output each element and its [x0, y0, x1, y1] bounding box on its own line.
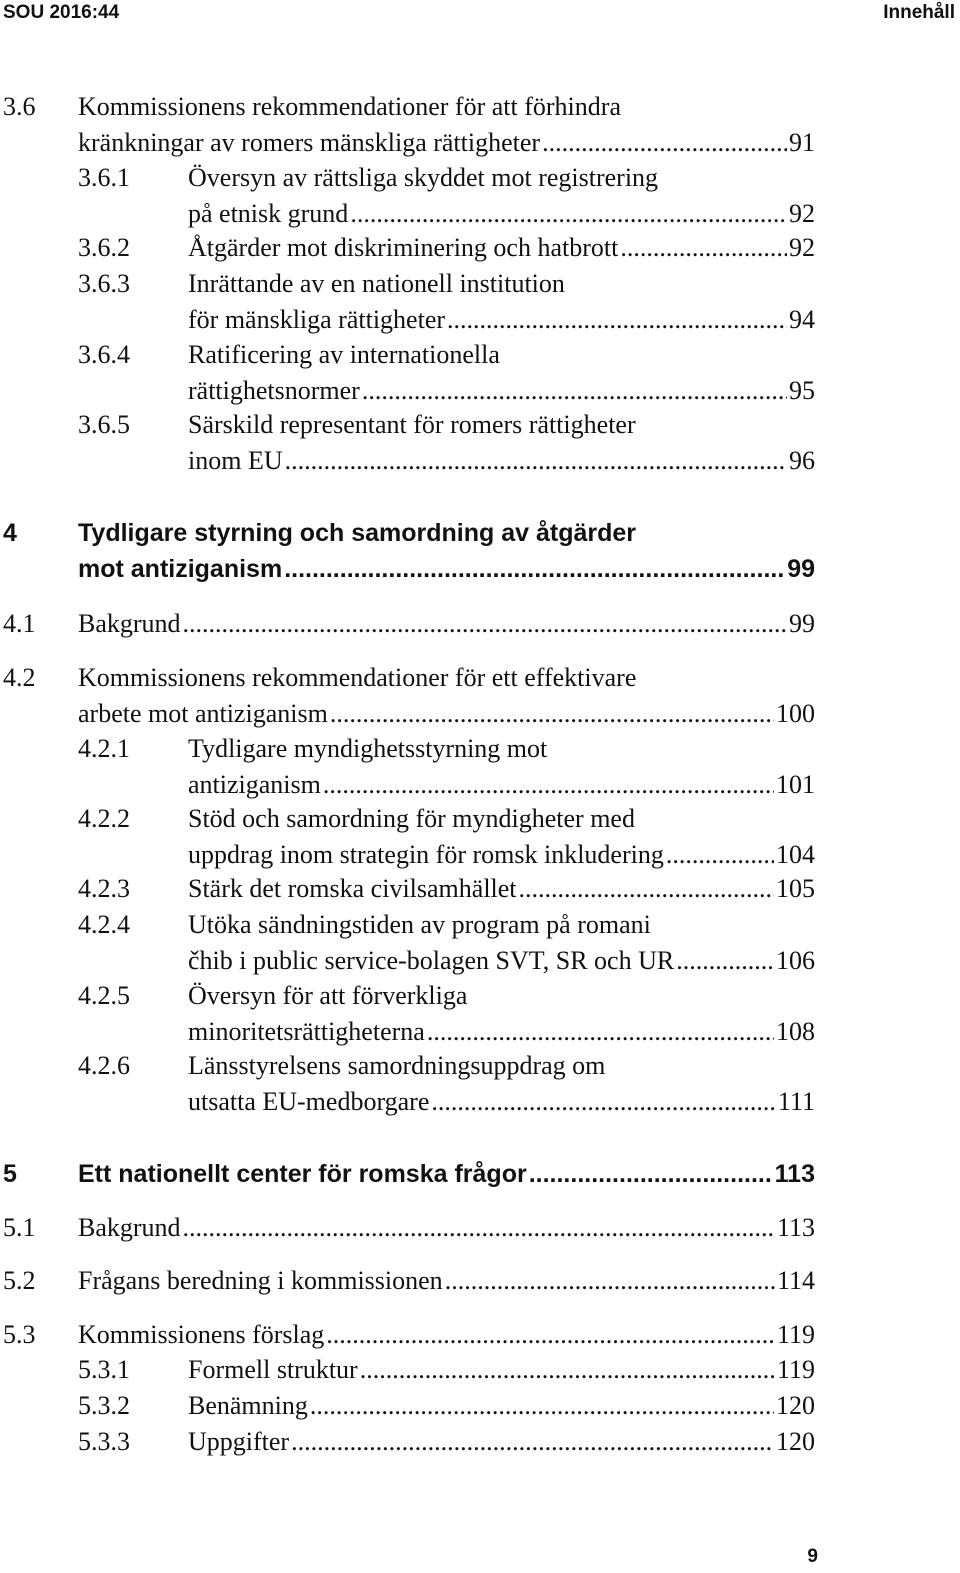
toc-entry-title [188, 731, 815, 802]
toc-entry-page: 100 [776, 698, 815, 728]
toc-entry-page: 92 [789, 233, 815, 262]
toc-entry-title [188, 337, 815, 408]
toc-entry-title-line: Ett nationellt center för romska frågor [78, 1160, 527, 1188]
toc-entry-title-line: Benämning [188, 1391, 308, 1420]
page-number: 9 [807, 1546, 818, 1567]
toc-entry-number: 5.3.1 [78, 1355, 130, 1384]
toc-entry-title [188, 1048, 815, 1119]
toc-entry-title [78, 660, 815, 731]
toc-entry-number: 3.6.5 [78, 410, 130, 439]
dot-leader [618, 230, 787, 266]
toc-entry-page: 99 [787, 555, 815, 583]
toc-entry-number: 3.6 [3, 92, 36, 121]
toc-entry-number: 3.6.4 [78, 340, 130, 369]
toc-entry-page: 120 [776, 1391, 815, 1420]
dot-leader [321, 767, 774, 803]
toc-entry-title-line: minoritetsrättigheterna [188, 1016, 425, 1046]
dot-leader [181, 606, 787, 642]
toc-entry-title [188, 1352, 815, 1388]
toc-entry-title-line: Stöd och samordning för myndigheter med [188, 804, 635, 833]
dot-leader [429, 1084, 776, 1120]
toc-entry-page: 94 [789, 304, 815, 334]
toc-entry-title-line: arbete mot antiziganism [78, 698, 328, 728]
toc-entry-title-line: Tydligare styrning och samordning av åtgärder [78, 519, 636, 547]
toc-entry-page: 120 [776, 1427, 815, 1456]
toc-entry-title-line: Kommissionens förslag [78, 1320, 325, 1349]
toc-entry-page: 108 [776, 1016, 815, 1046]
toc-entry-number: 3.6.1 [78, 163, 130, 192]
toc-entry-page: 119 [776, 1355, 815, 1384]
toc-entry-number: 4.2 [3, 663, 36, 692]
dot-leader [328, 696, 774, 732]
toc-entry-title-line: Uppgifter [188, 1427, 290, 1456]
toc-entry-page: 106 [776, 945, 815, 975]
toc-entry-page: 111 [777, 1086, 815, 1116]
dot-leader [664, 837, 774, 873]
toc-entry-page: 105 [776, 874, 815, 903]
toc-entry-number: 5.1 [3, 1213, 36, 1242]
toc-entry-title-line: Åtgärder mot diskriminering och hatbrott [188, 233, 619, 262]
toc-entry-title-line: Särskild representant för romers rättigheter [188, 410, 636, 439]
toc-entry-number: 4.2.4 [78, 910, 130, 939]
toc-entry-title-line: Kommissionens rekommendationer för att förhindra [78, 92, 621, 121]
toc-entry-title [188, 978, 815, 1049]
toc-entry-title-line: Ratificering av internationella [188, 340, 500, 369]
dot-leader [517, 871, 774, 907]
toc-entry-page: 119 [776, 1320, 815, 1349]
toc-entry-title-line: Utöka sändningstiden av program på romani [188, 910, 651, 939]
toc-entry-title-line: på etnisk grund [188, 198, 349, 228]
toc-entry-page: 113 [776, 1213, 815, 1242]
toc-entry-title-line: Länsstyrelsens samordningsuppdrag om [188, 1051, 606, 1080]
dot-leader [283, 443, 787, 479]
toc-entry-title-line: inom EU [188, 445, 283, 475]
toc-entry-number: 4.2.2 [78, 804, 130, 833]
toc-entry-title-line: Bakgrund [78, 1213, 181, 1242]
running-header-left: SOU 2016:44 [3, 2, 120, 23]
toc-entry-title [188, 230, 815, 266]
toc-entry-title [78, 1210, 815, 1246]
toc-entry-title [188, 907, 815, 978]
toc-entry-page: 96 [789, 445, 815, 475]
toc-entry-title [78, 606, 815, 642]
toc-entry-number: 4.2.3 [78, 874, 130, 903]
toc-entry-page: 92 [789, 198, 815, 228]
toc-entry-title-line: för mänskliga rättigheter [188, 304, 446, 334]
toc-entry-number: 5 [3, 1160, 17, 1188]
toc-entry-title [188, 1388, 815, 1424]
toc-entry-title-line: Kommissionens rekommendationer för ett effektivare [78, 663, 637, 692]
dot-leader [358, 1352, 775, 1388]
toc-entry-number: 3.6.3 [78, 269, 130, 298]
toc-entry-title-line: Stärk det romska civilsamhället [188, 874, 517, 903]
toc-entry-page: 104 [776, 839, 815, 869]
toc-entry-number: 3.6.2 [78, 233, 130, 262]
dot-leader [289, 1424, 774, 1460]
dot-leader [540, 125, 787, 161]
dot-leader [181, 1210, 775, 1246]
toc-entry-title [78, 1317, 815, 1353]
toc-entry-title-line: Tydligare myndighetsstyrning mot [188, 734, 548, 763]
toc-entry-number: 5.3.2 [78, 1391, 130, 1420]
toc-entry-title-line: utsatta EU-medborgare [188, 1086, 430, 1116]
toc-entry-page: 114 [776, 1266, 815, 1295]
dot-leader [443, 1263, 775, 1299]
toc-entry-title-line: mot antiziganism [78, 555, 283, 583]
dot-leader [527, 1156, 773, 1192]
dot-leader [425, 1014, 774, 1050]
toc-entry-number: 5.2 [3, 1266, 36, 1295]
dot-leader [674, 943, 774, 979]
toc-entry-title [78, 515, 815, 587]
toc-entry-title [188, 871, 815, 907]
toc-entry-title [188, 801, 815, 872]
toc-entry-number: 4 [3, 519, 17, 547]
toc-entry-title-line: kränkningar av romers mänskliga rättigheter [78, 127, 541, 157]
toc-entry-title-line: čhib i public service-bolagen SVT, SR och UR [188, 945, 675, 975]
toc-entry-title-line: uppdrag inom strategin för romsk inkludering [188, 839, 664, 869]
toc-entry-number: 5.3.3 [78, 1427, 130, 1456]
dot-leader [282, 551, 785, 587]
toc-entry-number: 4.2.5 [78, 981, 130, 1010]
toc-entry-title-line: Bakgrund [78, 609, 181, 638]
toc-entry-number: 4.1 [3, 609, 36, 638]
toc-entry-number: 4.2.1 [78, 734, 130, 763]
toc-entry-page: 95 [789, 375, 815, 405]
dot-leader [324, 1317, 775, 1353]
toc-entry-title [188, 1424, 815, 1460]
toc-entry-number: 4.2.6 [78, 1051, 130, 1080]
toc-entry-title [78, 1156, 815, 1192]
dot-leader [445, 302, 787, 338]
toc-entry-title-line: Översyn av rättsliga skyddet mot registrering [188, 163, 659, 192]
toc-entry-title [188, 160, 815, 231]
toc-entry-number: 5.3 [3, 1320, 36, 1349]
toc-entry-page: 91 [789, 127, 815, 157]
toc-entry-title [188, 266, 815, 337]
dot-leader [308, 1388, 774, 1424]
toc-entry-title-line: Inrättande av en nationell institution [188, 269, 565, 298]
dot-leader [360, 373, 787, 409]
toc-entry-title-line: antiziganism [188, 769, 321, 799]
toc-entry-title [78, 1263, 815, 1299]
toc-entry-page: 113 [774, 1160, 815, 1188]
toc-entry-page: 101 [776, 769, 815, 799]
toc-entry-title [78, 89, 815, 160]
toc-entry-title-line: Översyn för att förverkliga [188, 981, 468, 1010]
toc-entry-title-line: rättighetsnormer [188, 375, 360, 405]
toc-entry-title-line: Frågans beredning i kommissionen [78, 1266, 443, 1295]
dot-leader [348, 196, 787, 232]
toc-entry-title [188, 407, 815, 478]
toc-entry-page: 99 [789, 609, 815, 638]
toc-entry-title-line: Formell struktur [188, 1355, 358, 1384]
running-header-right: Innehåll [883, 2, 955, 23]
